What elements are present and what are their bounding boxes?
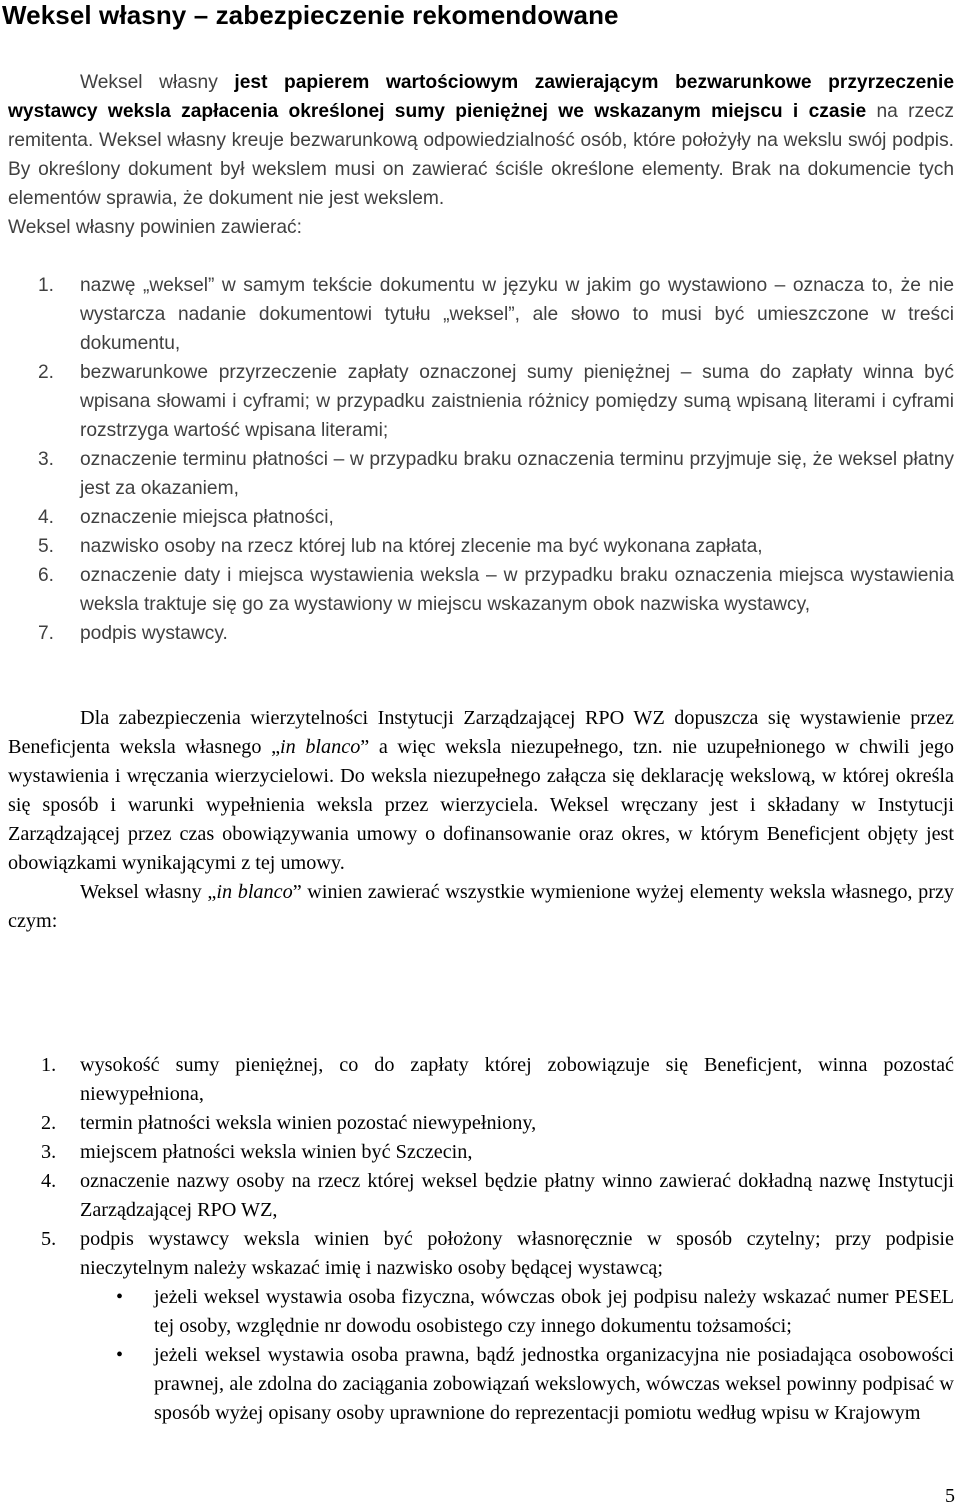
list-item: 5. podpis wystawcy weksla winien być położony własnoręcznie w sposób czytelny; przy podpisie nieczytelnym należy wskazać imię i nazwisko osoby będącej wystawcą; [41,1228,954,1279]
list-item: 3. miejscem płatności weksla winien być Szczecin, [41,1141,473,1163]
intro-text-2: na rzecz remitenta. Weksel własny kreuje bezwarunkową odpowiedzialność osób, które położyły na wekslu swój podpis. By określony dokument był wekslem musi on zawierać ściśle określone elementy. Brak na dokumencie tych elementów sprawia, że dokument nie jest wekslem. [8,101,954,209]
blanco-requirements-list [8,1051,954,1428]
intro-lead: Weksel własny powinien zawierać: [8,217,302,238]
list-item: 2. bezwarunkowe przyrzeczenie zapłaty oznaczonej sumy pieniężnej – suma do zapłaty winna być wpisana słowami i cyframi; w przypadku zaistnienia różnicy pomiędzy sumą wpisaną literami i cyframi rozstrzyga wartość wpisana literami; [38,362,954,441]
list-item: 7. podpis wystawcy. [38,623,228,644]
intro-bold-definition: jest papierem wartościowym zawierającym bezwarunkowe przyrzeczenie wystawcy weksla zapłacenia określonej sumy pieniężnej we wskazanym miejscu i czasie [8,72,954,122]
bullet-item: • jeżeli weksel wystawia osoba prawna, bądź jednostka organizacyjna nie posiadająca osobowości prawnej, ale zdolna do zaciągania zobowiązań wekslowych, wówczas weksel powinny podpisać w sposób wyżej opisany osoby uprawnione do reprezentacji pomiotu według wpisu w Krajowym [154,1341,954,1428]
list-item: 4. oznaczenie nazwy osoby na rzecz której weksel będzie płatny winno zawierać dokładną nazwę Instytucji Zarządzającej RPO WZ, [41,1170,954,1221]
blanco-paragraph: Weksel własny „in blanco” winien zawierać wszystkie wymienione wyżej elementy weksla własnego, przy czym: [8,881,954,932]
intro-text-1: Weksel własny [80,72,235,93]
list-item: 6. oznaczenie daty i miejsca wystawienia weksla – w przypadku braku oznaczenia miejsca wystawienia weksla traktuje się go za wystawiony w miejscu wskazanym obok nazwiska wystawcy, [38,565,954,615]
page-number: 5 [945,1485,955,1507]
security-section [8,704,954,936]
list-item: 4. oznaczenie miejsca płatności, [38,507,334,528]
security-paragraph: Dla zabezpieczenia wierzytelności Instytucji Zarządzającej RPO WZ dopuszcza się wystawienie przez Beneficjenta weksla własnego „in blanco” a więc weksla niezupełnego, tzn. nie uzupełnionego w chwili jego wystawienia i wręczania wierzycielowi. Do weksla niezupełnego załącza się deklarację wekslową, w której określa się sposób i warunki wypełnienia weksla przez wierzyciela. Weksel wręczany jest i składany w Instytucji Zarządzającej przez czas obowiązywania umowy o dofinansowanie oraz okres, w którym Beneficjent objęty jest obowiązkami wynikającymi z tej umowy. [8,707,954,874]
list-item: 1. wysokość sumy pieniężnej, co do zapłaty której zobowiązuje się Beneficjent, winna pozostać niewypełniona, [41,1054,954,1105]
list-item: 2. termin płatności weksla winien pozostać niewypełniony, [41,1112,537,1134]
in-blanco-term: in blanco [216,881,293,903]
list-item: 5. nazwisko osoby na rzecz której lub na której zlecenie ma być wykonana zapłata, [38,536,763,557]
list-item: 3. oznaczenie terminu płatności – w przypadku braku oznaczenia terminu przyjmuje się, że weksel płatny jest za okazaniem, [38,449,954,499]
signature-bullets [8,1283,954,1428]
list-item: 1. nazwę „weksel” w samym tekście dokumentu w języku w jakim go wystawiono – oznacza to, że nie wystarcza nadanie dokumentowi tytułu „weksel”, ale słowo to musi być umieszczone w treści dokumentu, [38,275,954,354]
intro-paragraph [8,68,954,242]
in-blanco-term: in blanco [280,736,361,758]
bullet-icon: • [116,1344,124,1366]
page-title: Weksel własny – zabezpieczenie rekomendowane [2,0,619,30]
bullet-item: • jeżeli weksel wystawia osoba fizyczna, wówczas obok jej podpisu należy wskazać numer PESEL tej osoby, względnie nr dowodu osobistego czy innego dokumentu tożsamości; [154,1283,954,1341]
bullet-icon: • [116,1286,124,1308]
required-elements-list [8,271,954,648]
